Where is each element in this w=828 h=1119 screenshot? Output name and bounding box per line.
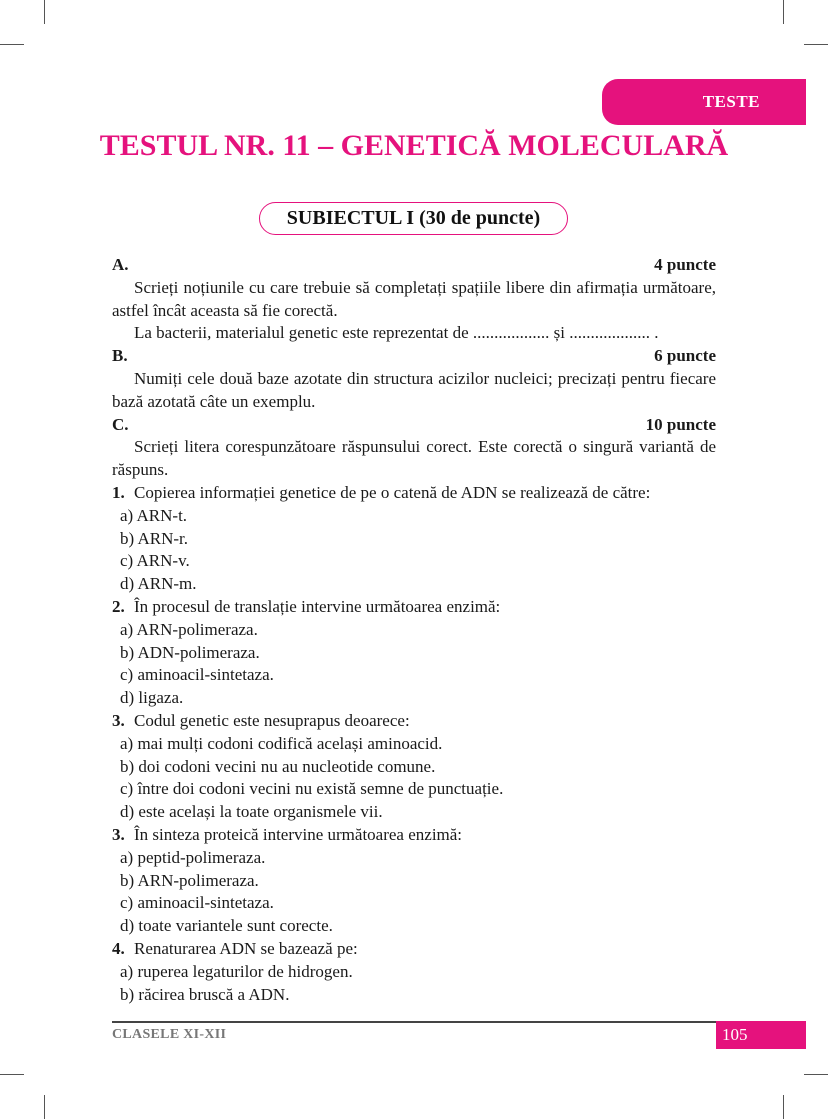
answer-option: c) aminoacil-sintetaza. [120, 893, 274, 913]
question-number: 1. [112, 482, 125, 502]
section-a-points: 4 puncte [654, 255, 716, 274]
answer-option: a) peptid-polimeraza. [120, 847, 266, 867]
answer-option: a) ARN-t. [120, 505, 188, 525]
section-tab [602, 79, 806, 125]
question-number: 2. [112, 596, 125, 616]
section-a-statement: La bacterii, materialul genetic este reprezentat de .................. și ................... . [134, 323, 659, 343]
crop-mark [804, 1074, 828, 1075]
question-4 [112, 938, 716, 1006]
crop-mark [783, 1095, 784, 1119]
subject-heading: SUBIECTUL I (30 de puncte) [259, 202, 568, 235]
question-text: Copierea informației genetice de pe o catenă de ADN se realizează de către: [134, 482, 651, 502]
answer-option: b) răcirea bruscă a ADN. [120, 984, 290, 1004]
section-b-instruction: Numiți cele două baze azotate din structura acizilor nucleici; precizați pentru fiecare bază azotată câte un exemplu. [112, 368, 716, 411]
page-number: 105 [716, 1021, 806, 1049]
answer-option: b) doi codoni vecini nu au nucleotide comune. [120, 756, 436, 776]
footer-label: CLASELE XI-XII [112, 1027, 227, 1042]
question-number: 3. [112, 710, 125, 730]
question-text: Codul genetic este nesuprapus deoarece: [134, 710, 410, 730]
answer-option: c) aminoacil-sintetaza. [120, 665, 274, 685]
section-b-points: 6 puncte [654, 346, 716, 366]
question-text: Renaturarea ADN se bazează pe: [134, 938, 358, 958]
section-a-letter: A. [112, 255, 129, 274]
crop-mark [0, 1074, 24, 1075]
section-a-header [112, 254, 716, 277]
answer-option: d) ligaza. [120, 688, 184, 708]
footer-divider [112, 1021, 806, 1023]
test-content [112, 254, 716, 1006]
section-b-letter: B. [112, 346, 128, 366]
answer-option: b) ARN-polimeraza. [120, 870, 259, 890]
question-text: În sinteza proteică intervine următoarea enzimă: [134, 824, 463, 844]
answer-option: b) ARN-r. [120, 528, 188, 548]
question-2 [112, 596, 716, 710]
answer-option: b) ADN-polimeraza. [120, 642, 260, 662]
answer-option: c) între doi codoni vecini nu există semne de punctuație. [120, 779, 504, 799]
answer-option: c) ARN-v. [120, 551, 190, 571]
crop-mark [783, 0, 784, 24]
question-number: 4. [112, 938, 125, 958]
section-tab-label: TESTE [702, 92, 760, 111]
page-title: TESTUL NR. 11 – GENETICĂ MOLECULARĂ [99, 129, 729, 162]
section-b-header [112, 345, 716, 368]
question-number: 3. [112, 824, 125, 844]
crop-mark [44, 0, 45, 24]
crop-mark [804, 44, 828, 45]
question-text: În procesul de translație intervine următoarea enzimă: [134, 596, 501, 616]
answer-option: a) ruperea legaturilor de hidrogen. [120, 961, 353, 981]
question-3b [112, 824, 716, 938]
section-a-instruction: Scrieți noțiunile cu care trebuie să completați spațiile libere din afirmația următoare, astfel încât aceasta să fie corectă. [112, 277, 716, 320]
section-c-header [112, 414, 716, 437]
answer-option: d) ARN-m. [120, 574, 197, 594]
section-c-letter: C. [112, 414, 129, 434]
crop-mark [44, 1095, 45, 1119]
question-3 [112, 710, 716, 824]
answer-option: a) ARN-polimeraza. [120, 619, 258, 639]
answer-option: d) este același la toate organismele vii. [120, 802, 383, 822]
answer-option: d) toate variantele sunt corecte. [120, 916, 333, 936]
crop-mark [0, 44, 24, 45]
answer-option: a) mai mulți codoni codifică același aminoacid. [120, 733, 443, 753]
section-c-instruction: Scrieți litera corespunzătoare răspunsului corect. Este corectă o singură variantă de răspuns. [112, 437, 716, 480]
section-c-points: 10 puncte [645, 414, 716, 434]
question-1 [112, 482, 716, 596]
